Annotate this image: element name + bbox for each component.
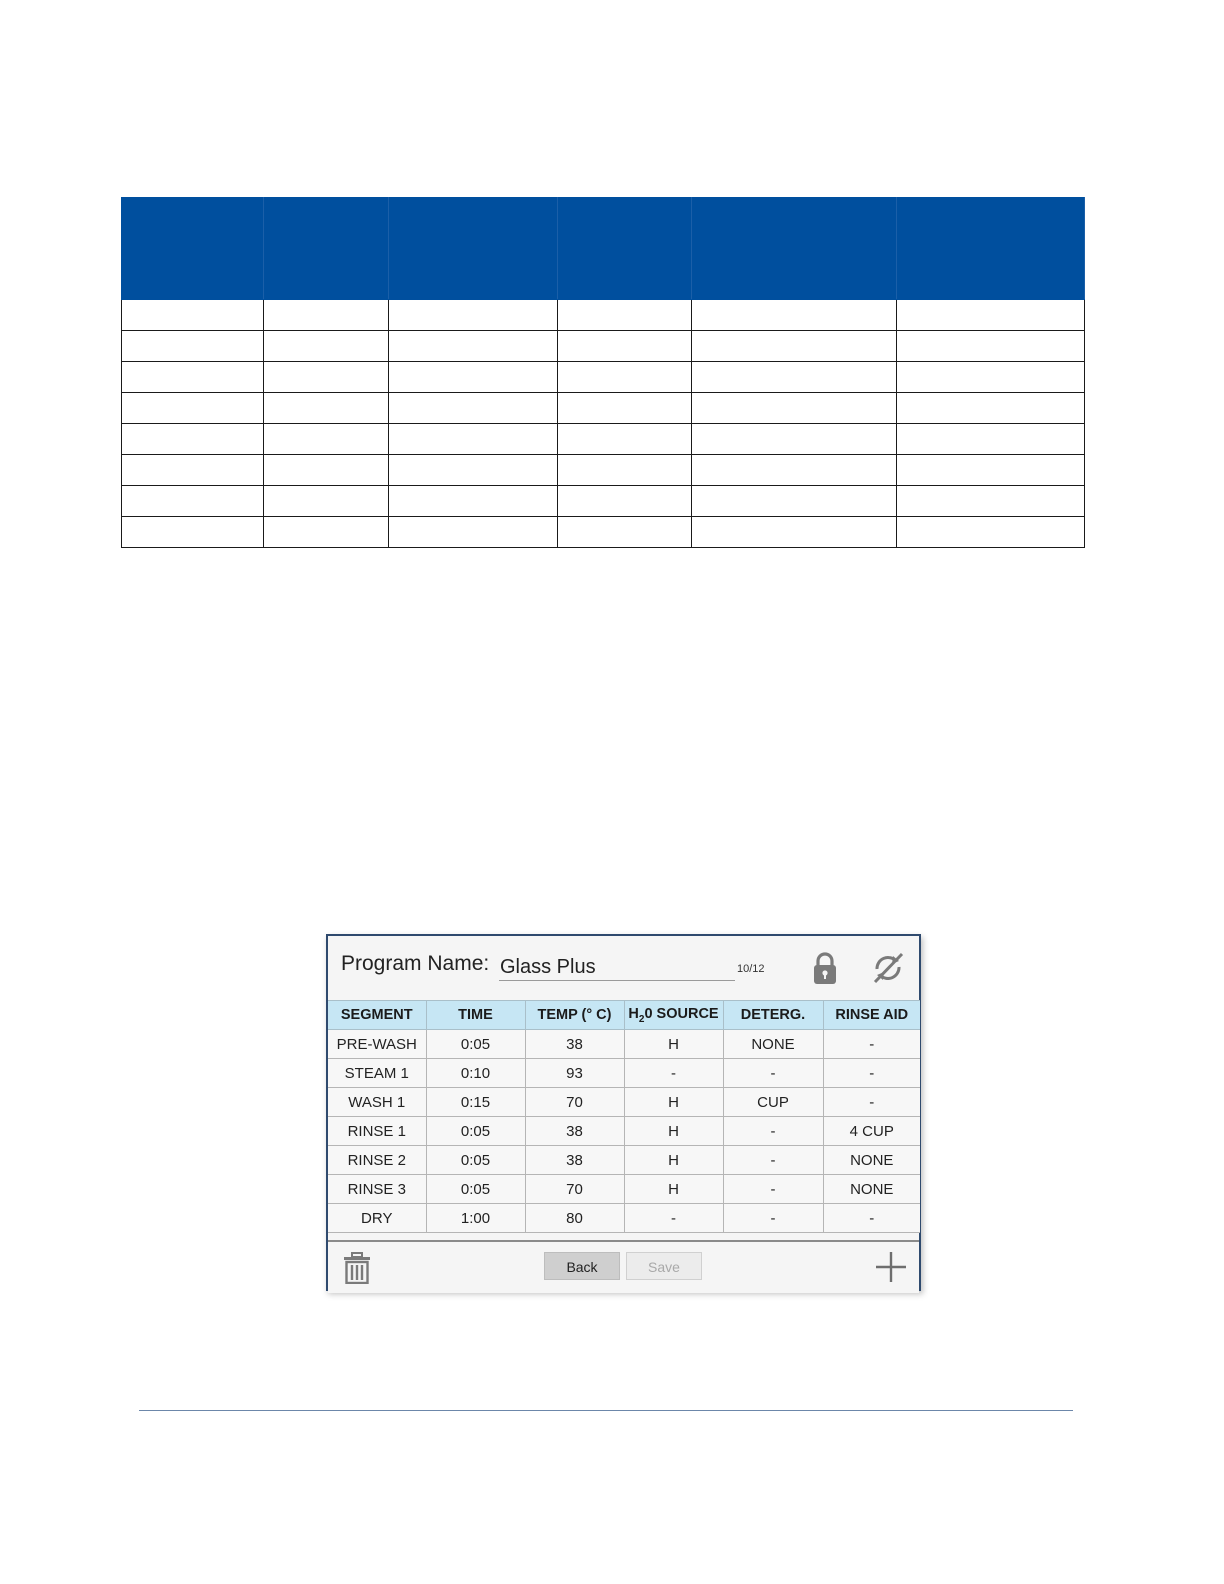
blank-table-cell (264, 455, 389, 486)
cell-temp[interactable]: 38 (525, 1146, 624, 1175)
cell-rinse-aid[interactable]: - (823, 1088, 920, 1117)
blank-table-cell (558, 300, 692, 331)
h2o-prefix: H (628, 1005, 639, 1022)
column-header-h2o-source (624, 1001, 723, 1030)
h2o-suffix: 0 SOURCE (644, 1005, 719, 1022)
cell-rinse-aid[interactable]: - (823, 1030, 920, 1059)
cell-time[interactable]: 0:15 (426, 1088, 525, 1117)
cell-time[interactable]: 0:05 (426, 1117, 525, 1146)
blank-table-cell (389, 455, 558, 486)
blank-table-row (122, 393, 1085, 424)
cell-rinse-aid[interactable]: NONE (823, 1175, 920, 1204)
blank-table-header (122, 198, 1085, 300)
column-header-temp: TEMP (° C) (525, 1001, 624, 1030)
cell-segment[interactable]: DRY (328, 1204, 426, 1233)
blank-table-row (122, 424, 1085, 455)
cell-temp[interactable]: 70 (525, 1088, 624, 1117)
blank-table-row (122, 486, 1085, 517)
h2o-subscript: 2 (638, 1013, 645, 1025)
blank-table-cell (122, 393, 264, 424)
blank-table-cell (264, 331, 389, 362)
column-header-deterg: DETERG. (723, 1001, 823, 1030)
cell-deterg[interactable]: - (723, 1117, 823, 1146)
blank-table-body (122, 300, 1085, 548)
blank-table-cell (897, 362, 1085, 393)
blank-header-cell (264, 198, 389, 300)
cell-h2o-source[interactable]: H (624, 1117, 723, 1146)
cell-segment[interactable]: WASH 1 (328, 1088, 426, 1117)
blank-table-cell (389, 300, 558, 331)
cell-h2o-source[interactable]: H (624, 1088, 723, 1117)
blank-table-cell (264, 300, 389, 331)
blank-table-cell (692, 393, 897, 424)
character-count: 10/12 (737, 963, 765, 975)
blank-table-cell (122, 300, 264, 331)
cell-time[interactable]: 1:00 (426, 1204, 525, 1233)
blank-header-cell (389, 198, 558, 300)
cell-rinse-aid[interactable]: NONE (823, 1146, 920, 1175)
cell-deterg[interactable]: - (723, 1175, 823, 1204)
blank-table-cell (692, 517, 897, 548)
cell-segment[interactable]: RINSE 1 (328, 1117, 426, 1146)
blank-table-cell (558, 393, 692, 424)
cell-deterg[interactable]: - (723, 1204, 823, 1233)
cell-rinse-aid[interactable]: - (823, 1059, 920, 1088)
blank-table-row (122, 331, 1085, 362)
blank-table-cell (558, 517, 692, 548)
blank-table-cell (264, 393, 389, 424)
blank-table-cell (692, 455, 897, 486)
blank-table-cell (897, 486, 1085, 517)
cell-time[interactable]: 0:05 (426, 1146, 525, 1175)
segment-row[interactable] (328, 1204, 920, 1233)
cell-rinse-aid[interactable]: 4 CUP (823, 1117, 920, 1146)
blank-table-cell (389, 486, 558, 517)
blank-table-cell (692, 362, 897, 393)
cell-segment[interactable]: PRE-WASH (328, 1030, 426, 1059)
blank-table-cell (897, 393, 1085, 424)
cell-temp[interactable]: 93 (525, 1059, 624, 1088)
blank-table-cell (692, 424, 897, 455)
cell-temp[interactable]: 38 (525, 1030, 624, 1059)
blank-table-cell (264, 486, 389, 517)
blank-header-cell (558, 198, 692, 300)
blank-table-cell (389, 424, 558, 455)
segment-table-header (328, 1001, 920, 1030)
column-header-time: TIME (426, 1001, 525, 1030)
sync-disabled-icon[interactable] (869, 949, 907, 992)
blank-table-cell (389, 517, 558, 548)
segment-row[interactable] (328, 1117, 920, 1146)
blank-header-cell (122, 198, 264, 300)
cell-temp[interactable]: 38 (525, 1117, 624, 1146)
lock-icon[interactable] (812, 952, 838, 991)
segment-table (328, 1000, 920, 1233)
blank-header-cell (692, 198, 897, 300)
cell-h2o-source[interactable]: - (624, 1059, 723, 1088)
segment-table-body (328, 1030, 920, 1233)
cell-deterg[interactable]: CUP (723, 1088, 823, 1117)
column-header-rinse-aid: RINSE AID (823, 1001, 920, 1030)
blank-table-cell (692, 300, 897, 331)
blank-table-cell (558, 455, 692, 486)
blank-table-cell (122, 455, 264, 486)
cell-deterg[interactable]: - (723, 1059, 823, 1088)
blank-table-cell (122, 331, 264, 362)
blank-table-cell (558, 486, 692, 517)
blank-table-cell (692, 331, 897, 362)
blank-table-row (122, 362, 1085, 393)
segment-row[interactable] (328, 1030, 920, 1059)
blank-table-row (122, 455, 1085, 486)
program-name-label: Program Name: (341, 952, 490, 975)
cell-temp[interactable]: 70 (525, 1175, 624, 1204)
segment-row[interactable] (328, 1088, 920, 1117)
cell-h2o-source[interactable]: H (624, 1175, 723, 1204)
save-button[interactable]: Save (626, 1252, 702, 1280)
cell-temp[interactable]: 80 (525, 1204, 624, 1233)
blank-table-cell (558, 331, 692, 362)
cell-time[interactable]: 0:10 (426, 1059, 525, 1088)
segment-row[interactable] (328, 1175, 920, 1204)
page-footer-rule (139, 1410, 1073, 1411)
blank-table-cell (897, 424, 1085, 455)
blank-table-cell (897, 517, 1085, 548)
cell-segment[interactable]: RINSE 2 (328, 1146, 426, 1175)
blank-table-row (122, 517, 1085, 548)
cell-h2o-source[interactable]: H (624, 1146, 723, 1175)
trash-icon[interactable] (342, 1252, 372, 1289)
cell-rinse-aid[interactable]: - (823, 1204, 920, 1233)
program-name-input[interactable]: Glass Plus (499, 954, 735, 981)
blank-table-cell (897, 300, 1085, 331)
blank-table-cell (558, 362, 692, 393)
blank-table-row (122, 300, 1085, 331)
blank-table-cell (122, 517, 264, 548)
blank-table-cell (389, 331, 558, 362)
column-header-segment: SEGMENT (328, 1001, 426, 1030)
blank-table-cell (122, 424, 264, 455)
cell-time[interactable]: 0:05 (426, 1030, 525, 1059)
cell-segment[interactable]: RINSE 3 (328, 1175, 426, 1204)
cell-time[interactable]: 0:05 (426, 1175, 525, 1204)
blank-table-cell (264, 424, 389, 455)
cell-h2o-source[interactable]: - (624, 1204, 723, 1233)
blank-table-cell (389, 393, 558, 424)
segment-row[interactable] (328, 1146, 920, 1175)
blank-document-table (121, 197, 1085, 548)
blank-header-cell (897, 198, 1085, 300)
blank-table-cell (389, 362, 558, 393)
segment-row[interactable] (328, 1059, 920, 1088)
blank-table-cell (897, 455, 1085, 486)
program-editor-screen (326, 934, 921, 1291)
plus-icon[interactable] (874, 1250, 908, 1289)
cell-deterg[interactable]: NONE (723, 1030, 823, 1059)
back-button[interactable]: Back (544, 1252, 620, 1280)
program-header (328, 936, 919, 1000)
blank-table-cell (692, 486, 897, 517)
blank-table-cell (122, 362, 264, 393)
blank-table-cell (897, 331, 1085, 362)
blank-table-cell (264, 517, 389, 548)
blank-table-cell (264, 362, 389, 393)
cell-segment[interactable]: STEAM 1 (328, 1059, 426, 1088)
blank-table-cell (558, 424, 692, 455)
action-bar (328, 1240, 919, 1293)
cell-h2o-source[interactable]: H (624, 1030, 723, 1059)
cell-deterg[interactable]: - (723, 1146, 823, 1175)
blank-table-cell (122, 486, 264, 517)
